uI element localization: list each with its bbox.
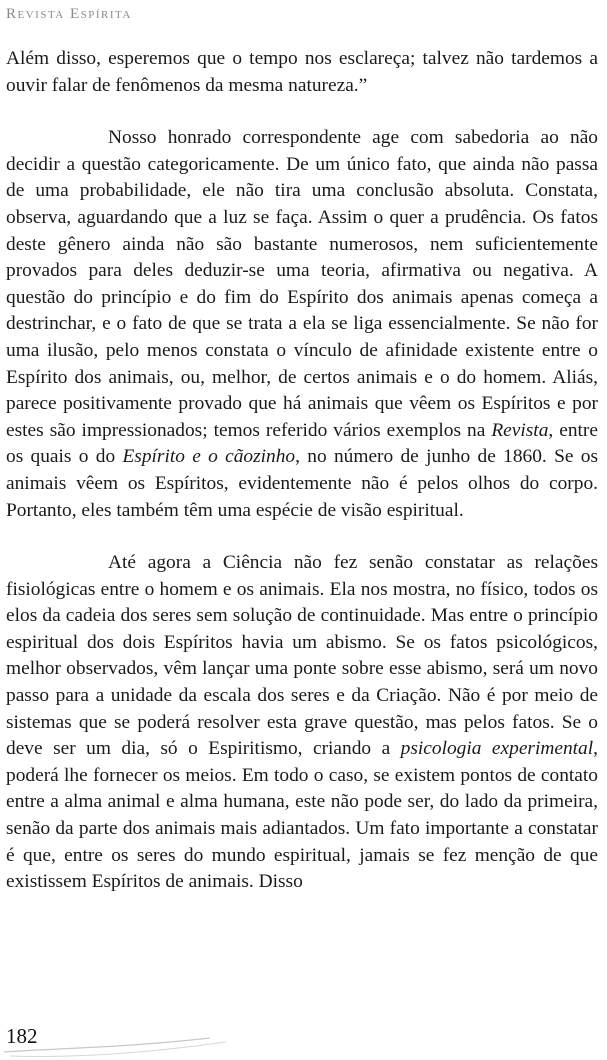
italic-term: psicologia experimental — [400, 738, 594, 760]
paragraph-text: , poderá lhe fornecer os meios. Em todo o caso, se existem pontos de contato entre a alma animal e alma humana, este não pode ser, do lado da primeira, senão da parte dos animais mais adiantados. Um fato importante a constatar é que, entre os seres do mundo espiritual, jamais se fez menção de que existissem Espíritos de animais. Disso — [6, 738, 598, 893]
page-body — [6, 46, 598, 896]
paragraph: Além disso, esperemos que o tempo nos esclareça; talvez não tardemos a ouvir falar de fenômenos da mesma natureza.” — [6, 48, 598, 96]
paragraph — [6, 550, 598, 896]
running-header: Revista Espírita — [6, 6, 132, 22]
paragraph-text: , no número de junho de 1860. Se os animais vêem os Espíritos, evidentemente não é pelos olhos do corpo. Portanto, eles também têm uma espécie de visão espiritual. — [6, 446, 598, 521]
italic-title: Revista — [491, 419, 549, 441]
paragraph-text: Nosso honrado correspondente age com sabedoria ao não decidir a questão categoricamente. De um único fato, que ainda não passa de uma probabilidade, ele não tira uma conclusão absoluta. Constata, observa, aguardando que a luz se faça. Assim o quer a prudência. Os fatos deste gênero ainda não são bastante numerosos, nem suficientemente provados para deles deduzir-se uma teoria, afirmativa ou negativa. A questão do princípio e do fim do Espírito dos animais apenas começa a destrinchar, e o fato de que se trata a ela se liga essencialmente. Se não for uma ilusão, pelo menos constata o vínculo de afinidade existente entre o Espírito dos animais, ou, melhor, de certos animais e o do homem. Aliás, parece positivamente provado que há animais que vêem os Espíritos e por estes são impressionados; temos referido vários exemplos na — [6, 127, 598, 441]
paragraph-text: , entre os quais o do — [6, 419, 598, 468]
page-number: 182 — [6, 1024, 38, 1048]
paragraph — [6, 125, 598, 524]
italic-title: Espírito e o cãozinho — [122, 446, 296, 468]
paragraph-text: Até agora a Ciência não fez senão constatar as relações fisiológicas entre o homem e os animais. Ela nos mostra, no físico, todos os elos da cadeia dos seres sem solução de continuidade. Mas entre o princípio espiritual dos dois Espíritos havia um abismo. Se os fatos psicológicos, melhor observados, vêm lançar uma ponte sobre esse abismo, será um novo passo para a unidade da escala dos seres e da Criação. Não é por meio de sistemas que se poderá resolver esta grave questão, mas pelos fatos. Se o deve ser um dia, só o Espiritismo, criando a — [6, 552, 598, 760]
